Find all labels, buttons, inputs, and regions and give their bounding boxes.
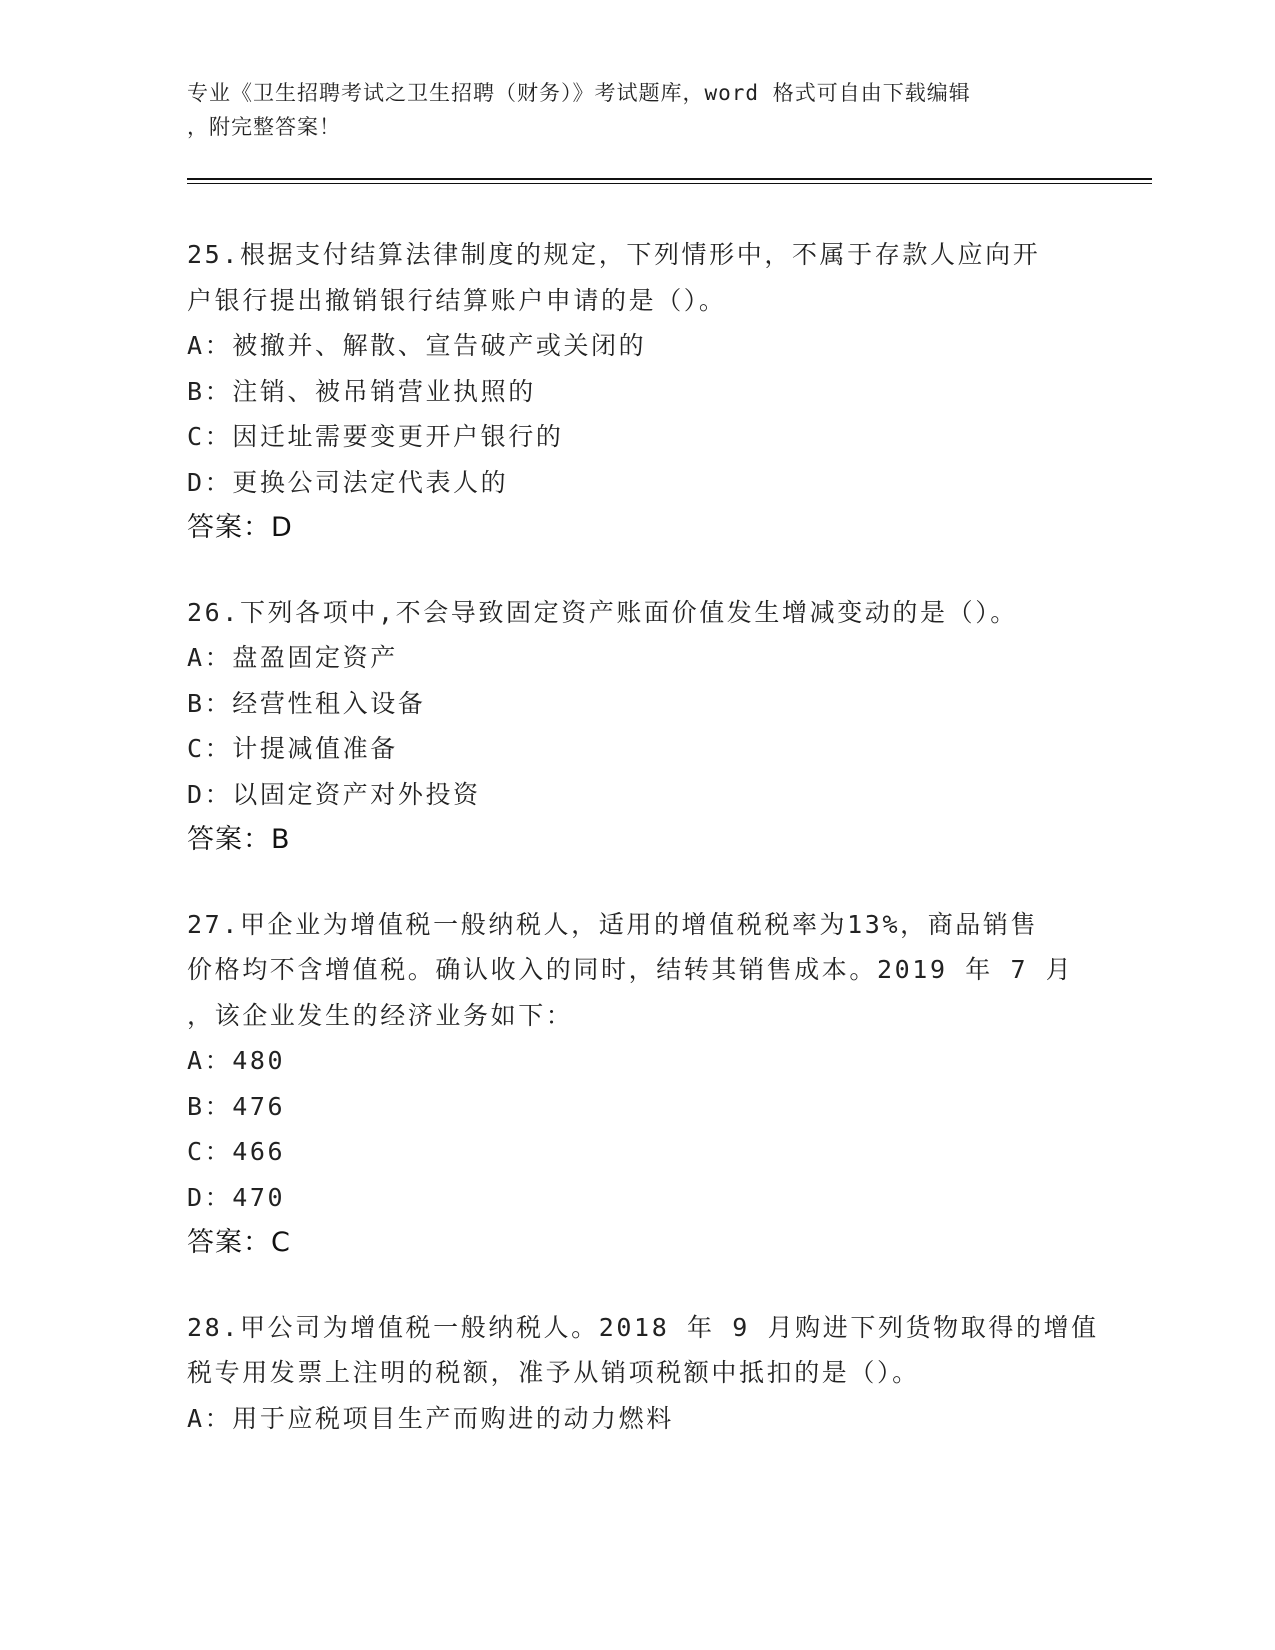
option-c: C：计提减值准备 — [187, 734, 398, 763]
question-27 — [187, 902, 1087, 1266]
option-a: A：被撤并、解散、宣告破产或关闭的 — [187, 331, 647, 360]
question-stem: ，该企业发生的经济业务如下： — [187, 1000, 574, 1030]
question-stem: 28.甲公司为增值税一般纳税人。2018 年 9 月购进下列货物取得的增值 — [187, 1312, 1099, 1342]
option-b: B：经营性租入设备 — [187, 688, 426, 718]
header-divider-thin — [187, 183, 1152, 184]
option-d: D：以固定资产对外投资 — [187, 779, 481, 809]
option-a: A：480 — [187, 1046, 286, 1075]
header-line: ，附完整答案！ — [187, 115, 341, 139]
question-stem: 26.下列各项中,不会导致固定资产账面价值发生增减变动的是（）。 — [187, 597, 1018, 627]
option-c: C：466 — [187, 1137, 286, 1166]
header-divider-thick — [187, 178, 1152, 180]
answer-label: 答案：C — [187, 1227, 291, 1258]
question-26 — [187, 590, 1087, 863]
answer-label: 答案：B — [187, 824, 291, 855]
option-d: D：470 — [187, 1182, 286, 1212]
option-b: B：注销、被吊销营业执照的 — [187, 376, 536, 406]
header-line: 专业《卫生招聘考试之卫生招聘（财务）》考试题库，word 格式可自由下载编辑 — [187, 81, 971, 105]
question-stem: 户银行提出撤销银行结算账户申请的是（）。 — [187, 285, 727, 315]
question-list — [187, 232, 1099, 1480]
question-25 — [187, 232, 1087, 551]
option-b: B：476 — [187, 1091, 286, 1121]
document-header — [187, 76, 1067, 144]
option-a: A：用于应税项目生产而购进的动力燃料 — [187, 1403, 674, 1433]
option-d: D：更换公司法定代表人的 — [187, 467, 509, 497]
question-stem: 价格均不含增值税。确认收入的同时，结转其销售成本。2019 年 7 月 — [187, 955, 1074, 984]
option-c: C：因迁址需要变更开户银行的 — [187, 422, 564, 451]
answer-label: 答案：D — [187, 512, 293, 543]
option-a: A：盘盈固定资产 — [187, 643, 398, 672]
question-stem: 税专用发票上注明的税额，准予从销项税额中抵扣的是（）。 — [187, 1358, 920, 1387]
question-stem: 25.根据支付结算法律制度的规定，下列情形中，不属于存款人应向开 — [187, 240, 1041, 269]
question-stem: 27.甲企业为增值税一般纳税人，适用的增值税税率为13%，商品销售 — [187, 909, 1039, 939]
question-28 — [187, 1305, 1099, 1442]
